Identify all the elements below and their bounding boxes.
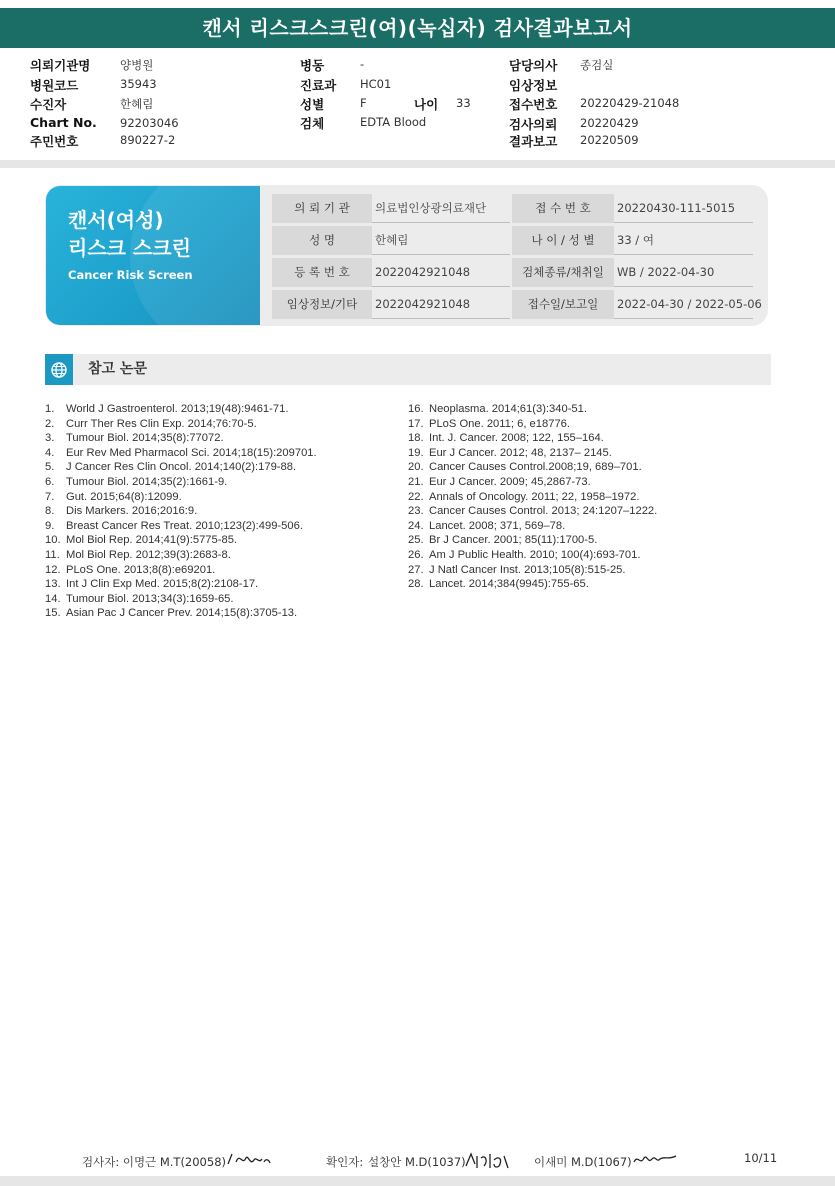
confirmer-label: 확인자: — [326, 1155, 364, 1169]
info-value: 20220429-21048 — [580, 96, 680, 110]
info-label: 결과보고 — [509, 134, 558, 149]
info-value: 20220429 — [580, 116, 639, 130]
patient-info-header — [0, 54, 835, 154]
reference-item: 23. Cancer Causes Control. 2013; 24:1207–1222. — [408, 505, 658, 518]
examiner-text: 검사자: 이명근 M.T(20058) — [82, 1155, 226, 1169]
card-label: 접 수 번 호 — [512, 194, 614, 223]
banner-subtitle: Cancer Risk Screen — [68, 268, 193, 282]
card-value: 의료법인상광의료재단 — [372, 194, 510, 223]
info-value: F — [360, 96, 367, 110]
reference-item: 25. Br J Cancer. 2001; 85(11):1700-5. — [408, 534, 598, 547]
reference-item: 12. PLoS One. 2013;8(8):e69201. — [45, 563, 216, 576]
info-label: 주민번호 — [30, 134, 79, 149]
card-value: WB / 2022-04-30 — [614, 258, 753, 287]
reference-item: 21. Eur J Cancer. 2009; 45,2867-73. — [408, 475, 591, 488]
references-title: 참고 논문 — [88, 361, 147, 377]
reference-item: 28. Lancet. 2014;384(9945):755-65. — [408, 578, 589, 591]
info-label: 접수번호 — [509, 97, 558, 112]
signature-footer — [0, 1150, 835, 1174]
reference-item: 18. Int. J. Cancer. 2008; 122, 155–164. — [408, 432, 604, 445]
reference-list-left — [45, 402, 317, 621]
reference-item: 16. Neoplasma. 2014;61(3):340-51. — [408, 403, 587, 415]
reference-item: 14. Tumour Biol. 2013;34(3):1659-65. — [45, 592, 234, 605]
info-label: 성별 — [300, 97, 325, 112]
info-label: 나이 — [414, 97, 439, 112]
card-label: 등 록 번 호 — [272, 258, 372, 287]
info-value: 890227-2 — [120, 133, 176, 147]
reference-item: 5. J Cancer Res Clin Oncol. 2014;140(2):179-88. — [45, 461, 297, 474]
card-label: 임상정보/기타 — [272, 290, 372, 319]
card-value: 33 / 여 — [614, 226, 753, 255]
reference-item: 8. Dis Markers. 2016;2016:9. — [45, 505, 198, 518]
info-label: 수진자 — [30, 97, 67, 112]
card-value: 2022-04-30 / 2022-05-06 — [614, 290, 753, 319]
card-value: 20220430-111-5015 — [614, 194, 753, 223]
card-banner — [46, 186, 260, 325]
examiner-signature — [226, 1150, 272, 1173]
info-label: 진료과 — [300, 78, 337, 93]
info-label: 병원코드 — [30, 78, 79, 93]
reference-item: 22. Annals of Oncology. 2011; 22, 1958–1972. — [408, 490, 640, 503]
card-label: 의 뢰 기 관 — [272, 194, 372, 223]
reference-list-right — [408, 402, 657, 592]
banner-title-line1: 캔서(여성) — [68, 208, 164, 232]
reference-item: 4. Eur Rev Med Pharmacol Sci. 2014;18(15):209701. — [45, 446, 317, 459]
confirmer2-signature — [632, 1150, 678, 1171]
reference-item: 10. Mol Biol Rep. 2014;41(9):5775-85. — [45, 534, 238, 547]
card-value: 2022042921048 — [372, 258, 510, 287]
reference-item: 1. World J Gastroenterol. 2013;19(48):9461-71. — [45, 403, 289, 415]
info-value: 한혜림 — [120, 97, 154, 111]
reference-item: 27. J Natl Cancer Inst. 2013;105(8):515-25. — [408, 563, 626, 576]
reference-item: 9. Breast Cancer Res Treat. 2010;123(2):499-506. — [45, 519, 303, 532]
globe-icon — [45, 354, 73, 385]
page-number: 10/11 — [744, 1151, 778, 1165]
card-value: 한혜림 — [372, 226, 510, 255]
confirmer1-text: 설창안 M.D(1037) — [368, 1155, 466, 1169]
reference-item: 15. Asian Pac J Cancer Prev. 2014;15(8):3705-13. — [45, 607, 298, 620]
info-label: 검사의뢰 — [509, 117, 558, 132]
info-label: 의뢰기관명 — [30, 58, 91, 73]
references-header — [45, 354, 771, 385]
section-divider — [0, 160, 835, 168]
card-label: 나 이 / 성 별 — [512, 226, 614, 255]
bottom-bar — [0, 1176, 835, 1186]
info-label: Chart No. — [30, 115, 97, 130]
card-label: 성 명 — [272, 226, 372, 255]
reference-item: 6. Tumour Biol. 2014;35(2):1661-9. — [45, 475, 228, 488]
info-value: 33 — [456, 96, 471, 110]
reference-item: 13. Int J Clin Exp Med. 2015;8(2):2108-17. — [45, 578, 259, 591]
info-value: - — [360, 57, 365, 71]
info-label: 담당의사 — [509, 58, 558, 73]
confirmer1-signature — [464, 1150, 512, 1175]
info-label: 병동 — [300, 58, 325, 73]
reference-item: 7. Gut. 2015;64(8):12099. — [45, 490, 182, 503]
info-value: 종검실 — [580, 58, 614, 72]
reference-item: 17. PLoS One. 2011; 6, e18776. — [408, 417, 570, 430]
info-value: 20220509 — [580, 133, 639, 147]
reference-item: 3. Tumour Biol. 2014;35(8):77072. — [45, 432, 224, 445]
card-value: 2022042921048 — [372, 290, 510, 319]
reference-item: 24. Lancet. 2008; 371, 569–78. — [408, 519, 566, 532]
card-label: 접수일/보고일 — [512, 290, 614, 319]
info-value: 35943 — [120, 77, 157, 91]
info-label: 검체 — [300, 116, 325, 131]
info-value: HC01 — [360, 77, 392, 91]
banner-title-line2: 리스크 스크린 — [68, 236, 191, 260]
reference-item: 2. Curr Ther Res Clin Exp. 2014;76:70-5. — [45, 417, 257, 430]
info-value: 양병원 — [120, 58, 154, 72]
reference-item: 26. Am J Public Health. 2010; 100(4):693-701. — [408, 548, 641, 561]
info-value: EDTA Blood — [360, 115, 427, 129]
info-label: 임상정보 — [509, 78, 558, 93]
reference-item: 19. Eur J Cancer. 2012; 48, 2137– 2145. — [408, 446, 612, 459]
reference-item: 20. Cancer Causes Control.2008;19, 689–701. — [408, 461, 642, 474]
reference-item: 11. Mol Biol Rep. 2012;39(3):2683-8. — [45, 548, 231, 561]
report-title: 캔서 리스크스크린(여)(녹십자) 검사결과보고서 — [0, 8, 835, 48]
confirmer2-text: 이새미 M.D(1067) — [534, 1155, 632, 1169]
card-label: 검체종류/채취일 — [512, 258, 614, 287]
info-value: 92203046 — [120, 116, 179, 130]
